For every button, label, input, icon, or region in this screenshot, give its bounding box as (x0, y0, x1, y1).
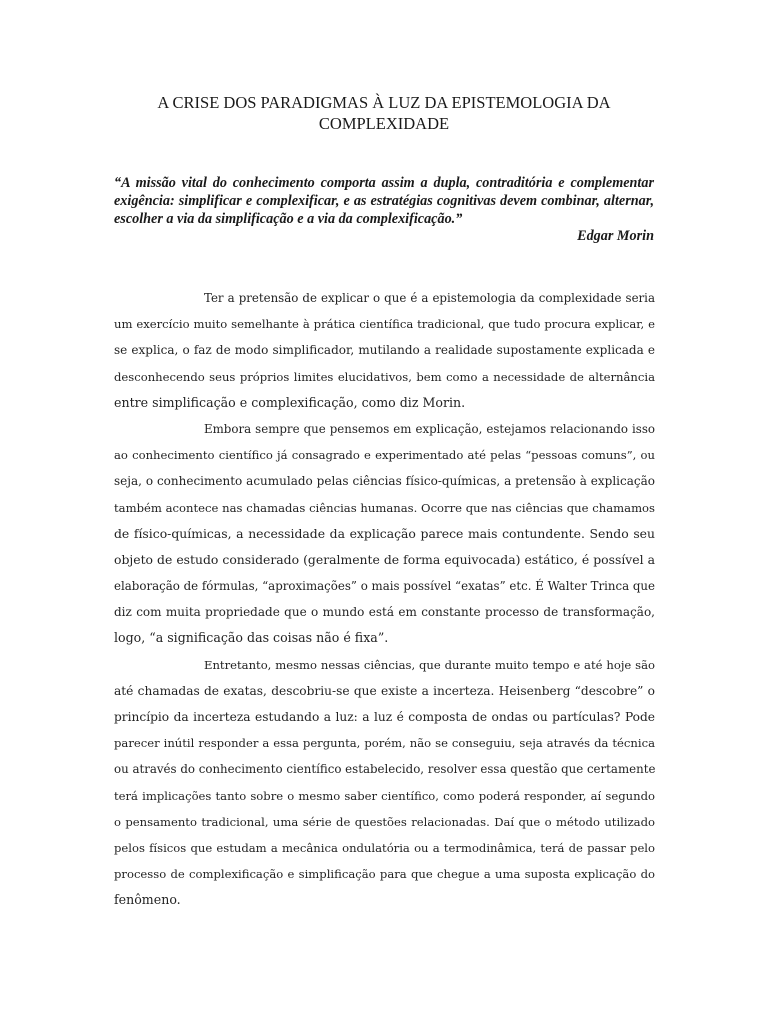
paragraph-3-line-10: fenômeno. (114, 892, 181, 908)
paragraph-1-line-5: entre simplificação e complexificação, como diz Morin. (114, 394, 466, 410)
paragraph-3-line-1: Entretanto, mesmo nessas ciências, que durante muito tempo e até hoje são (204, 657, 655, 672)
epigraph-author: Edgar Morin (577, 228, 654, 244)
paragraph-1-line-4: desconhecendo seus próprios limites elucidativos, bem como a necessidade de alternância (114, 369, 655, 384)
paragraph-3-line-6: terá implicações tanto sobre o mesmo saber científico, como poderá responder, aí segundo (114, 788, 655, 803)
title-line-2: COMPLEXIDADE (318, 114, 450, 133)
paragraph-2-line-3: seja, o conhecimento acumulado pelas ciências físico-químicas, a pretensão à explicação (114, 474, 655, 489)
paragraph-3-line-3: princípio da incerteza estudando a luz: a luz é composta de ondas ou partículas? Pode (114, 710, 655, 724)
paragraph-2-line-9: logo, “a significação das coisas não é fixa”. (114, 630, 389, 646)
paragraph-2-line-6: objeto de estudo considerado (geralmente de forma equivocada) estático, é possível a (114, 551, 655, 567)
paragraph-1-line-2: um exercício muito semelhante à prática científica tradicional, que tudo procura explicar, e (114, 317, 655, 332)
paragraph-2-line-4: também acontece nas chamadas ciências humanas. Ocorre que nas ciências que chamamos (114, 500, 655, 515)
paragraph-1-line-3: se explica, o faz de modo simplificador, mutilando a realidade supostamente explicada e (114, 343, 655, 358)
epigraph-quote: “A missão vital do conhecimento comporta assim a dupla, contraditória e complementar exigência: simplificar e complexificar, e as estratégias cognitivas devem combinar, alternar, escolher a via da simplificação e a via da complexificação.” (114, 175, 654, 228)
paragraph-3-line-8: pelos físicos que estudam a mecânica ondulatória ou a termodinâmica, terá de passar pelo (114, 840, 655, 855)
paragraph-3-line-4: parecer inútil responder a essa pergunta, porém, não se conseguiu, seja através da técnica (114, 736, 655, 751)
title-line-1: A CRISE DOS PARADIGMAS À LUZ DA EPISTEMOLOGIA DA (157, 93, 611, 112)
paragraph-2-line-1: Embora sempre que pensemos em explicação, estejamos relacionando isso (204, 421, 655, 436)
paragraph-2-line-2: ao conhecimento científico já consagrado e experimentado até pelas “pessoas comuns”, ou (114, 448, 655, 463)
paragraph-2-line-7: elaboração de fórmulas, “aproximações” o mais possível “exatas” etc. É Walter Trinca que (114, 579, 655, 594)
document-title (110, 92, 658, 134)
body-text (114, 285, 655, 914)
paragraph-3-line-9: processo de complexificação e simplificação para que chegue a uma suposta explicação do (114, 867, 655, 882)
paragraph-1-line-1: Ter a pretensão de explicar o que é a epistemologia da complexidade seria (204, 291, 655, 305)
paragraph-2-line-5: de físico-químicas, a necessidade da explicação parece mais contundente. Sendo seu (114, 525, 655, 541)
paragraph-3-line-5: ou através do conhecimento científico estabelecido, resolver essa questão que certamente (114, 762, 656, 777)
paragraph-2-line-8: diz com muita propriedade que o mundo está em constante processo de transformação, (114, 605, 655, 620)
paragraph-3-line-7: o pensamento tradicional, uma série de questões relacionadas. Daí que o método utilizado (114, 814, 655, 829)
paragraph-3-line-2: até chamadas de exatas, descobriu-se que existe a incerteza. Heisenberg “descobre” o (114, 683, 655, 698)
